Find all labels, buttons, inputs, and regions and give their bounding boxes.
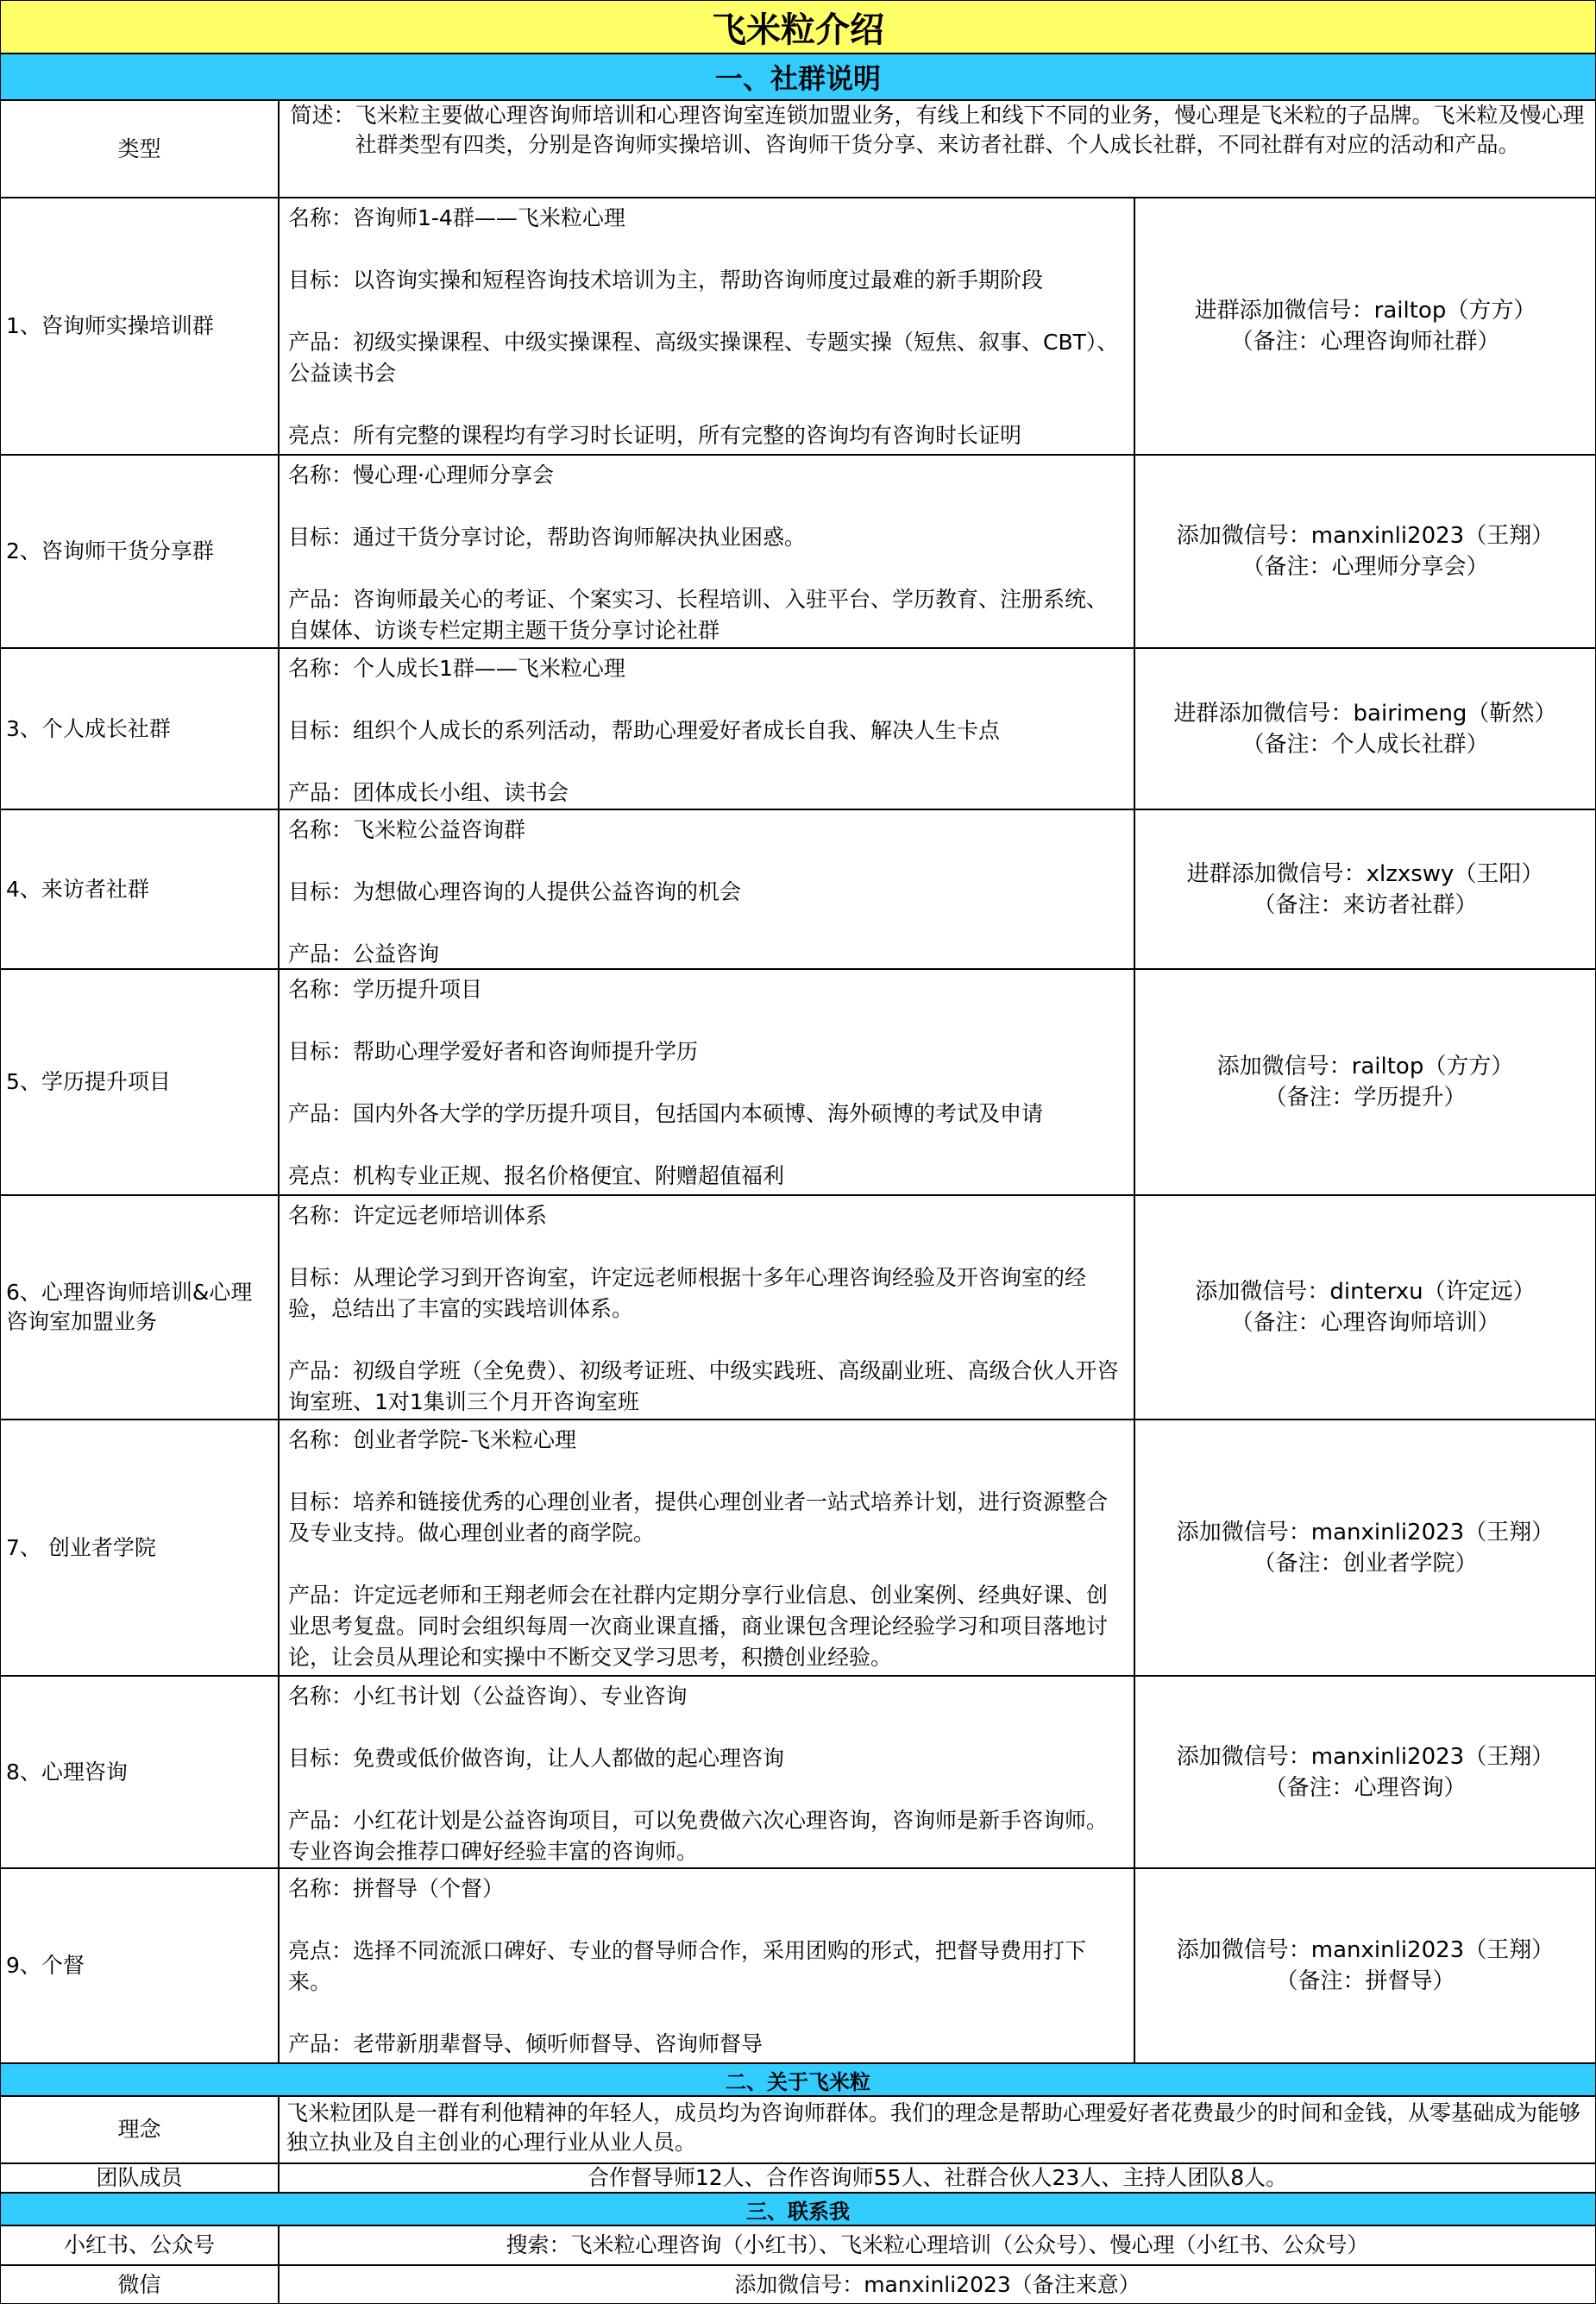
row-line: 名称：拼督导（个督） xyxy=(288,1876,505,1901)
contact-wechat: 添加微信号：dinterxu（许定远） xyxy=(1195,1279,1536,1305)
row-description xyxy=(279,455,1134,648)
contact-note: （备注：来访者社群） xyxy=(1253,891,1478,918)
section-heading-about: 二、关于飞米粒 xyxy=(0,2063,1596,2096)
row-line: 产品：公益咨询 xyxy=(288,941,440,966)
row-description xyxy=(279,809,1134,969)
row-line: 名称：小红书计划（公益咨询）、专业咨询 xyxy=(288,1684,688,1709)
row-contact xyxy=(1134,648,1596,809)
row-contact xyxy=(1134,1420,1596,1676)
contact-wechat: 添加微信号：manxinli2023（王翔） xyxy=(1176,1937,1555,1963)
row-contact xyxy=(1134,1868,1596,2063)
row-line: 目标：培养和链接优秀的心理创业者，提供心理创业者一站式培养计划，进行资源整合及专业支持。做心理创业者的商学院。 xyxy=(288,1489,1109,1545)
contact-note: （备注：拼督导） xyxy=(1275,1968,1455,1994)
idea-text: 飞米粒团队是一群有利他精神的年轻人，成员均为咨询师群体。我们的理念是帮助心理爱好者花费最少的时间和金钱，从零基础成为能够独立执业及自主创业的心理行业从业人员。 xyxy=(279,2096,1596,2163)
row-contact xyxy=(1134,455,1596,648)
row-line: 目标：从理论学习到开咨询室，许定远老师根据十多年心理咨询经验及开咨询室的经验，总结出了丰富的实践培训体系。 xyxy=(288,1265,1087,1321)
wechat-label: 微信 xyxy=(0,2265,279,2304)
row-line: 目标：通过干货分享讨论，帮助咨询师解决执业困惑。 xyxy=(288,525,807,550)
row-category: 4、来访者社群 xyxy=(0,809,279,969)
page-title: 飞米粒介绍 xyxy=(0,0,1596,54)
social-label: 小红书、公众号 xyxy=(0,2225,279,2265)
team-label: 团队成员 xyxy=(0,2163,279,2193)
row-line: 产品：咨询师最关心的考证、个案实习、长程培训、入驻平台、学历教育、注册系统、自媒体、访谈专栏定期主题干货分享讨论社群 xyxy=(288,587,1109,643)
row-line: 名称：个人成长1群——飞米粒心理 xyxy=(288,656,625,681)
row-contact xyxy=(1134,969,1596,1195)
row-line: 产品：团体成长小组、读书会 xyxy=(288,780,569,805)
contact-note: （备注：创业者学院） xyxy=(1253,1550,1478,1577)
contact-wechat: 添加微信号：manxinli2023（王翔） xyxy=(1176,523,1555,549)
row-contact xyxy=(1134,1195,1596,1420)
team-text: 合作督导师12人、合作咨询师55人、社群合伙人23人、主持人团队8人。 xyxy=(279,2163,1596,2193)
contact-wechat: 进群添加微信号：xlzxswy（王阳） xyxy=(1186,860,1544,887)
row-line: 产品：国内外各大学的学历提升项目，包括国内本硕博、海外硕博的考试及申请 xyxy=(288,1101,1044,1126)
social-text: 搜索：飞米粒心理咨询（小红书）、飞米粒心理培训（公众号）、慢心理（小红书、公众号） xyxy=(279,2225,1596,2265)
row-line: 目标：组织个人成长的系列活动，帮助心理爱好者成长自我、解决人生卡点 xyxy=(288,718,1001,743)
contact-wechat: 进群添加微信号：railtop（方方） xyxy=(1194,298,1536,324)
row-description xyxy=(279,1195,1134,1420)
row-contact xyxy=(1134,198,1596,455)
row-line: 亮点：所有完整的课程均有学习时长证明，所有完整的咨询均有咨询时长证明 xyxy=(288,423,1022,448)
contact-wechat: 添加微信号：manxinli2023（王翔） xyxy=(1176,1743,1555,1770)
row-line: 目标：帮助心理学爱好者和咨询师提升学历 xyxy=(288,1039,699,1064)
row-line: 亮点：选择不同流派口碑好、专业的督导师合作，采用团购的形式，把督导费用打下来。 xyxy=(288,1938,1087,1994)
row-description xyxy=(279,198,1134,455)
row-line: 名称：慢心理·心理师分享会 xyxy=(288,463,554,488)
row-description xyxy=(279,1420,1134,1676)
section-heading-community: 一、社群说明 xyxy=(0,54,1596,100)
row-contact xyxy=(1134,809,1596,969)
row-description xyxy=(279,969,1134,1195)
row-contact xyxy=(1134,1676,1596,1868)
row-category: 5、学历提升项目 xyxy=(0,969,279,1195)
row-line: 目标：为想做心理咨询的人提供公益咨询的机会 xyxy=(288,879,742,904)
row-line: 名称：咨询师1-4群——飞米粒心理 xyxy=(288,205,625,230)
contact-note: （备注：学历提升） xyxy=(1264,1085,1467,1111)
contact-wechat: 添加微信号：railtop（方方） xyxy=(1216,1054,1514,1080)
row-line: 产品：老带新朋辈督导、倾听师督导、咨询师督导 xyxy=(288,2031,763,2056)
row-category: 7、 创业者学院 xyxy=(0,1420,279,1676)
row-category: 8、心理咨询 xyxy=(0,1676,279,1868)
contact-note: （备注：心理咨询） xyxy=(1264,1774,1467,1801)
row-category: 6、心理咨询师培训&心理咨询室加盟业务 xyxy=(0,1195,279,1420)
intro-text: 简述：飞米粒主要做心理咨询师培训和心理咨询室连锁加盟业务，有线上和线下不同的业务，慢心理是飞米粒的子品牌。飞米粒及慢心理社群类型有四类，分别是咨询师实操培训、咨询师干货分享、来访者社群、个人成长社群，不同社群有对应的活动和产品。 xyxy=(279,100,1596,198)
contact-note: （备注：心理咨询师培训） xyxy=(1230,1310,1500,1336)
row-description xyxy=(279,1676,1134,1868)
row-category: 9、个督 xyxy=(0,1868,279,2063)
row-category: 1、咨询师实操培训群 xyxy=(0,198,279,455)
contact-wechat: 进群添加微信号：bairimeng（靳然） xyxy=(1173,700,1557,727)
contact-wechat: 添加微信号：manxinli2023（王翔） xyxy=(1176,1519,1555,1545)
row-description xyxy=(279,1868,1134,2063)
row-line: 亮点：机构专业正规、报名价格便宜、附赠超值福利 xyxy=(288,1163,785,1188)
row-line: 目标：免费或低价做咨询，让人人都做的起心理咨询 xyxy=(288,1746,785,1771)
row-line: 目标：以咨询实操和短程咨询技术培训为主，帮助咨询师度过最难的新手期阶段 xyxy=(288,268,1044,293)
row-line: 产品：小红花计划是公益咨询项目，可以免费做六次心理咨询，咨询师是新手咨询师。专业咨询会推荐口碑好经验丰富的咨询师。 xyxy=(288,1808,1109,1864)
row-category: 3、个人成长社群 xyxy=(0,648,279,809)
row-line: 名称：创业者学院-飞米粒心理 xyxy=(288,1427,577,1452)
row-line: 名称：学历提升项目 xyxy=(288,977,483,1002)
section-heading-contact: 三、联系我 xyxy=(0,2193,1596,2225)
row-description xyxy=(279,648,1134,809)
wechat-text: 添加微信号：manxinli2023（备注来意） xyxy=(279,2265,1596,2304)
row-line: 名称：许定远老师培训体系 xyxy=(288,1203,548,1228)
contact-note: （备注：心理咨询师社群） xyxy=(1230,329,1500,355)
row-line: 名称：飞米粒公益咨询群 xyxy=(288,817,526,842)
row-line: 产品：初级实操课程、中级实操课程、高级实操课程、专题实操（短焦、叙事、CBT）、公益读书会 xyxy=(288,330,1119,386)
contact-note: （备注：个人成长社群） xyxy=(1241,731,1489,758)
type-label: 类型 xyxy=(0,100,279,198)
row-category: 2、咨询师干货分享群 xyxy=(0,455,279,648)
contact-note: （备注：心理师分享会） xyxy=(1241,554,1489,580)
row-line: 产品：初级自学班（全免费）、初级考证班、中级实践班、高级副业班、高级合伙人开咨询室班、1对1集训三个月开咨询室班 xyxy=(288,1358,1119,1414)
idea-label: 理念 xyxy=(0,2096,279,2163)
row-line: 产品：许定远老师和王翔老师会在社群内定期分享行业信息、创业案例、经典好课、创业思考复盘。同时会组织每周一次商业课直播，商业课包含理论经验学习和项目落地讨论，让会员从理论和实操中不断交叉学习思考，积攒创业经验。 xyxy=(288,1583,1109,1670)
